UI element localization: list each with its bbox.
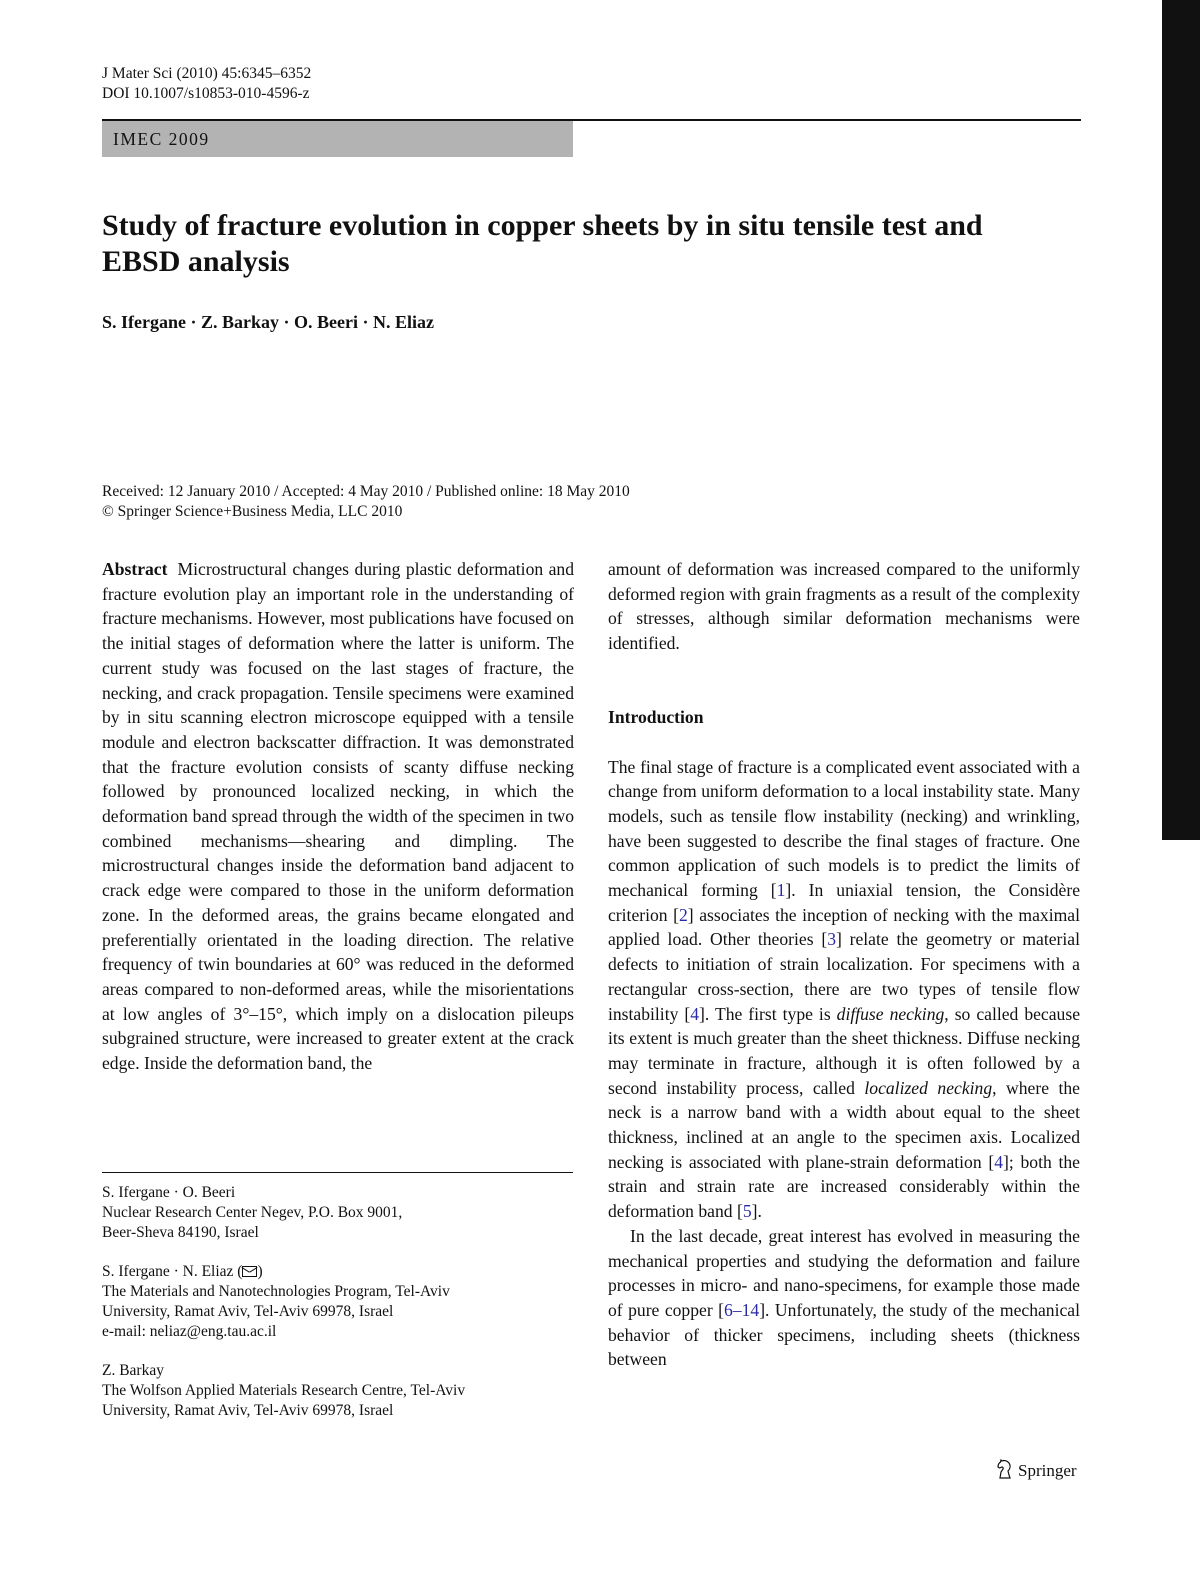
section-tag: IMEC 2009 bbox=[102, 121, 573, 157]
page-edge-marker bbox=[1162, 0, 1200, 840]
text-run: In the last decade, great interest has evolved in measuring the mechanical properties and studying the deformation and failure processes in micro- and nano-specimens, for example those made of pure copper [ bbox=[608, 1225, 1080, 1320]
text-run: ]. Unfortunately, the study of the mechanical behavior of thicker specimens, including sheets (thickness between bbox=[608, 1299, 1080, 1370]
author-list: S. Ifergane · Z. Barkay · O. Beeri · N. Eliaz bbox=[102, 312, 434, 332]
affiliation-line: Nuclear Research Center Negev, P.O. Box 9001, bbox=[102, 1204, 403, 1221]
citation-link[interactable]: 5 bbox=[742, 1201, 752, 1222]
citation-link[interactable]: 2 bbox=[679, 904, 688, 925]
text-run: ]. bbox=[751, 1201, 762, 1222]
text-run: , where the neck is a narrow band with a width about equal to the sheet thickness, inclined at an angle to the specimen axis. Localized necking is associated with plane-strain deformation [ bbox=[608, 1077, 1080, 1172]
citation-link[interactable]: 4 bbox=[994, 1151, 1004, 1172]
publisher-logo bbox=[996, 1459, 1077, 1481]
article-title: Study of fracture evolution in copper sheets by in situ tensile test and EBSD analysis bbox=[102, 209, 983, 278]
affiliation-block bbox=[102, 1262, 573, 1342]
names-text: S. Ifergane · N. Eliaz ( bbox=[102, 1263, 243, 1280]
left-column bbox=[102, 557, 574, 1076]
history-dates: Received: 12 January 2010 / Accepted: 4 May 2010 / Published online: 18 May 2010 bbox=[102, 483, 630, 500]
citation-link[interactable]: 3 bbox=[827, 929, 836, 950]
chess-knight-icon bbox=[996, 1459, 1014, 1479]
emphasis-term: diffuse necking bbox=[836, 1003, 945, 1024]
intro-paragraph-1 bbox=[608, 755, 1080, 1224]
text-run: ]. In uniaxial tension, the Considère criterion [ bbox=[608, 880, 1080, 925]
abstract bbox=[102, 557, 574, 1076]
citation-link[interactable]: 6–14 bbox=[724, 1299, 760, 1320]
abstract-text: Microstructural changes during plastic deformation and fracture evolution play an important role in the understanding of fracture mechanisms. However, most publications have focused on the initial stages of deformation where the latter is uniform. The current study was focused on the last stages of fracture, the necking, and crack propagation. Tensile specimens were examined by in situ scanning electron microscope equipped with a tensile module and electron backscatter diffraction. It was demonstrated that the fracture evolution consists of scanty diffuse necking followed by pronounced localized necking, in which the deformation band spread through the width of the specimen in two combined mechanisms—shearing and dimpling. The microstructural changes inside the deformation band adjacent to crack edge were compared to those in the uniform deformation zone. In the deformed areas, the grains became elongated and preferentially orientated in the loading direction. The relative frequency of twin boundaries at 60° was reduced in the deformed areas compared to non-deformed areas, while the misorientations at low angles of 3°–15°, which imply on a dislocation pileups subgrained structure, were increased to greater extent at the crack edge. Inside the deformation band, the bbox=[102, 559, 574, 1074]
envelope-icon bbox=[242, 1266, 257, 1277]
emphasis-term: localized necking bbox=[864, 1077, 993, 1098]
abstract-continuation: amount of deformation was increased compared to the uniformly deformed region with grain fragments as a result of the complexity of stresses, although similar deformation mechanisms were identified. bbox=[608, 559, 1080, 654]
abstract-heading: Abstract bbox=[102, 559, 168, 579]
affiliation-line: University, Ramat Aviv, Tel-Aviv 69978, Israel bbox=[102, 1303, 394, 1320]
affiliation-line: Beer-Sheva 84190, Israel bbox=[102, 1224, 259, 1241]
affiliation-names: Z. Barkay bbox=[102, 1362, 164, 1379]
introduction-heading: Introduction bbox=[608, 706, 704, 727]
text-run: ]. The first type is bbox=[699, 1003, 837, 1024]
affiliation-names: S. Ifergane · O. Beeri bbox=[102, 1184, 236, 1201]
affiliation-names bbox=[102, 1262, 573, 1282]
citation-link[interactable]: 1 bbox=[776, 880, 786, 901]
text-run: , so called because its extent is much greater than the sheet thickness. Diffuse necking may terminate in fracture, although it is often followed by a second instability process, called bbox=[608, 1003, 1080, 1098]
publisher-name: Springer bbox=[1018, 1461, 1077, 1480]
intro-paragraph-2 bbox=[608, 1224, 1080, 1372]
text-run: ] associates the inception of necking with the maximal applied load. Other theories [ bbox=[608, 904, 1080, 950]
text-run: ] relate the geometry or material defects to initiation of strain localization. For specimens with a rectangular cross-section, there are two types of tensile flow instability [ bbox=[608, 929, 1080, 1024]
affiliation-block bbox=[102, 1361, 573, 1421]
email-address[interactable]: e-mail: neliaz@eng.tau.ac.il bbox=[102, 1323, 277, 1340]
publication-dates bbox=[102, 482, 630, 522]
text-run: ]; both the strain and strain rate are increased considerably within the deformation band [ bbox=[608, 1151, 1080, 1222]
text-run: The final stage of fracture is a complicated event associated with a change from uniform deformation to a local instability state. Many models, such as tensile flow instability (necking) and wrinkling, have been suggested to describe the final stages of fracture. One common application of such models is to predict the limits of mechanical forming [ bbox=[608, 756, 1080, 901]
names-text-end: ) bbox=[257, 1263, 263, 1280]
affiliations bbox=[102, 1183, 573, 1440]
copyright: © Springer Science+Business Media, LLC 2010 bbox=[102, 503, 403, 520]
journal-citation: J Mater Sci (2010) 45:6345–6352 bbox=[102, 65, 312, 82]
affiliation-block bbox=[102, 1183, 573, 1243]
citation-link[interactable]: 4 bbox=[690, 1003, 700, 1024]
doi: DOI 10.1007/s10853-010-4596-z bbox=[102, 85, 310, 102]
right-column bbox=[608, 557, 1080, 1372]
footnote-rule bbox=[102, 1172, 573, 1173]
journal-reference bbox=[102, 64, 311, 104]
affiliation-line: University, Ramat Aviv, Tel-Aviv 69978, Israel bbox=[102, 1402, 394, 1419]
affiliation-line: The Materials and Nanotechnologies Program, Tel-Aviv bbox=[102, 1283, 450, 1300]
affiliation-line: The Wolfson Applied Materials Research Centre, Tel-Aviv bbox=[102, 1382, 466, 1399]
